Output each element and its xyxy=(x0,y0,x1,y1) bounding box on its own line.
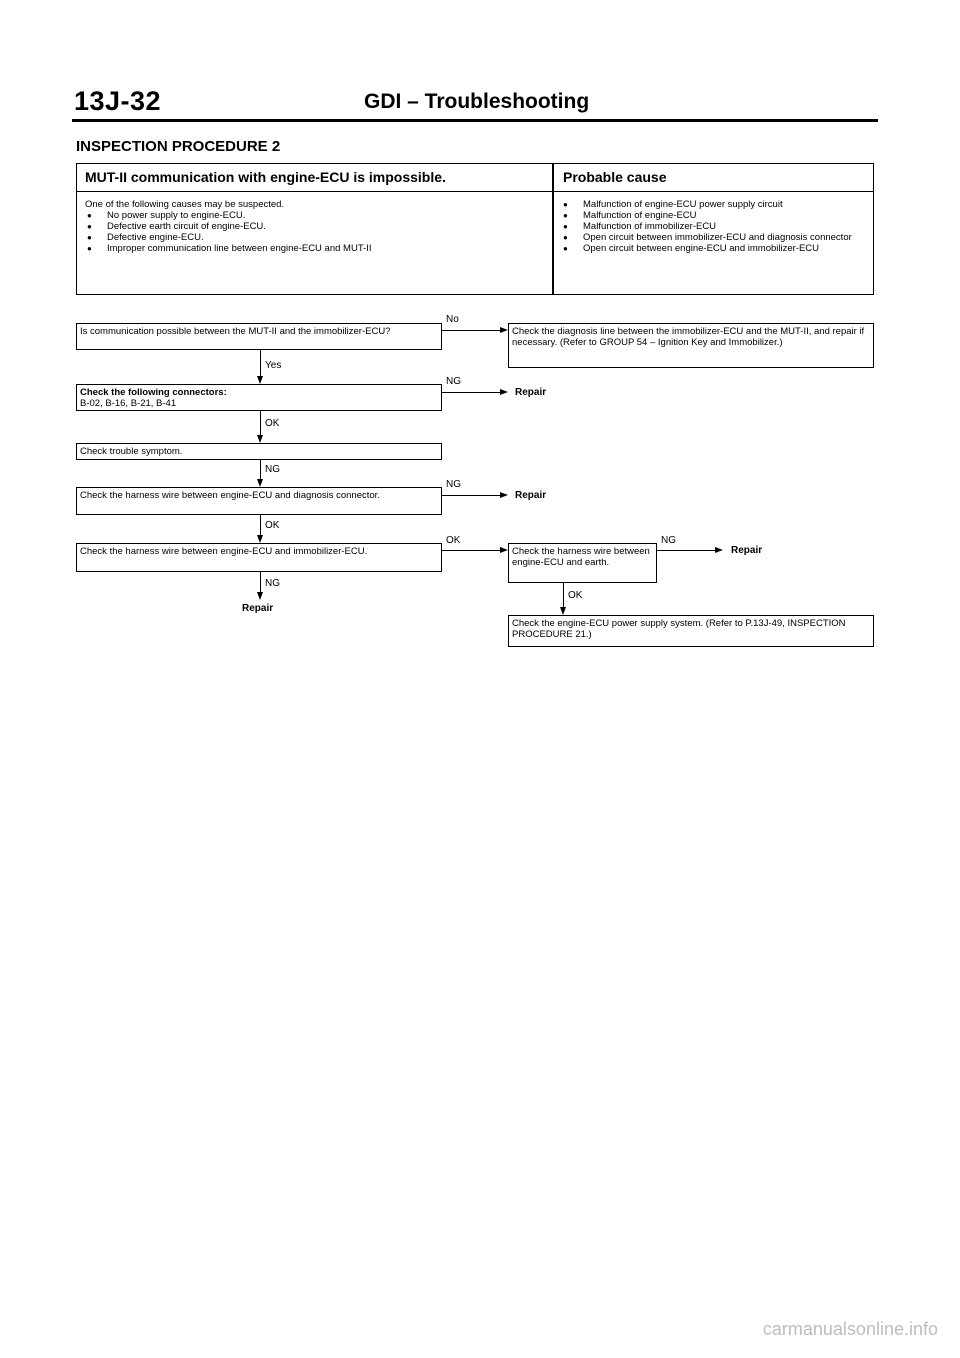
flow-text: Check the harness wire between engine-ECU and diagnosis connector. xyxy=(80,490,380,501)
arrow-right-icon xyxy=(500,492,508,498)
probable-cause-item: ● Malfunction of immobilizer-ECU xyxy=(561,221,867,232)
probable-cause-item: ● Malfunction of engine-ECU xyxy=(561,210,867,221)
flow-text-title: Check the following connectors: xyxy=(80,387,227,398)
arrow-right-icon xyxy=(715,547,723,553)
suspected-item: ● No power supply to engine-ECU. xyxy=(85,210,545,221)
flow-box-power-supply-check xyxy=(508,615,874,647)
suspected-causes xyxy=(85,199,545,254)
label-ng: NG xyxy=(265,464,280,475)
probable-causes xyxy=(561,199,867,254)
repair-label: Repair xyxy=(515,387,547,398)
header-rule xyxy=(72,119,878,122)
cause-table xyxy=(76,163,874,295)
arrow-right-icon xyxy=(500,327,508,333)
suspected-intro: One of the following causes may be suspected. xyxy=(85,199,285,210)
cause-table-divider xyxy=(552,164,554,294)
flow-text: Check the harness wire between engine-ECU and earth. xyxy=(512,546,650,568)
suspected-item: ● Defective engine-ECU. xyxy=(85,232,545,243)
arrow-down-icon xyxy=(257,535,263,543)
flow-box-diagnosis-line-check xyxy=(508,323,874,368)
flow-box-check-connectors xyxy=(76,384,442,411)
connector-line xyxy=(442,392,502,393)
label-ng: NG xyxy=(446,376,461,387)
flow-box-harness-diagnosis-connector xyxy=(76,487,442,515)
connector-line xyxy=(442,330,502,331)
connector-line xyxy=(442,495,502,496)
label-ok: OK xyxy=(446,535,461,546)
page-number: 13J-32 xyxy=(74,86,162,116)
repair-label: Repair xyxy=(731,545,763,556)
arrow-down-icon xyxy=(257,592,263,600)
arrow-down-icon xyxy=(257,376,263,384)
repair-label: Repair xyxy=(515,490,547,501)
connector-line xyxy=(260,460,261,481)
probable-cause-item: ● Malfunction of engine-ECU power supply circuit xyxy=(561,199,867,210)
flow-box-harness-immobilizer xyxy=(76,543,442,572)
flow-box-harness-earth xyxy=(508,543,657,583)
connector-line xyxy=(442,550,502,551)
flow-text: Is communication possible between the MUT-II and the immobilizer-ECU? xyxy=(80,326,391,337)
flow-text: Check trouble symptom. xyxy=(80,446,183,457)
connector-list: B-02, B-16, B-21, B-41 xyxy=(80,398,177,409)
connector-line xyxy=(260,411,261,437)
label-ok: OK xyxy=(265,418,280,429)
connector-line xyxy=(260,350,261,378)
label-ok: OK xyxy=(568,590,583,601)
connector-line xyxy=(260,572,261,594)
flow-text: Check the engine-ECU power supply system. (Refer to P.13J-49, INSPECTION PROCEDURE 21.) xyxy=(512,618,846,640)
arrow-down-icon xyxy=(257,435,263,443)
flow-box-communication-question xyxy=(76,323,442,350)
flow-text: Check the diagnosis line between the immobilizer-ECU and the MUT-II, and repair if necessary. (Refer to GROUP 54 – Ignition Key and Immobilizer.) xyxy=(512,326,865,348)
watermark: carmanualsonline.info xyxy=(762,1319,938,1339)
label-no: No xyxy=(446,314,459,325)
label-ok: OK xyxy=(265,520,280,531)
arrow-down-icon xyxy=(257,479,263,487)
arrow-right-icon xyxy=(500,389,508,395)
procedure-title: INSPECTION PROCEDURE 2 xyxy=(76,138,281,155)
connector-line xyxy=(657,550,717,551)
label-ng: NG xyxy=(446,479,461,490)
section-title: GDI – Troubleshooting xyxy=(364,90,590,113)
label-ng: NG xyxy=(661,535,676,546)
connector-line xyxy=(563,583,564,609)
label-ng: NG xyxy=(265,578,280,589)
probable-cause-item: ● Open circuit between engine-ECU and immobilizer-ECU xyxy=(561,243,867,254)
symptom-header: MUT-II communication with engine-ECU is impossible. xyxy=(85,169,446,185)
label-yes: Yes xyxy=(265,360,282,371)
arrow-down-icon xyxy=(560,607,566,615)
flow-text: Check the harness wire between engine-ECU and immobilizer-ECU. xyxy=(80,546,368,557)
suspected-item: ● Improper communication line between engine-ECU and MUT-II xyxy=(85,243,545,254)
connector-line xyxy=(260,515,261,537)
arrow-right-icon xyxy=(500,547,508,553)
repair-label: Repair xyxy=(242,603,274,614)
flow-box-check-trouble-symptom xyxy=(76,443,442,460)
probable-cause-item: ● Open circuit between immobilizer-ECU and diagnosis connector xyxy=(561,232,867,243)
probable-cause-header: Probable cause xyxy=(563,169,667,185)
suspected-item: ● Defective earth circuit of engine-ECU. xyxy=(85,221,545,232)
